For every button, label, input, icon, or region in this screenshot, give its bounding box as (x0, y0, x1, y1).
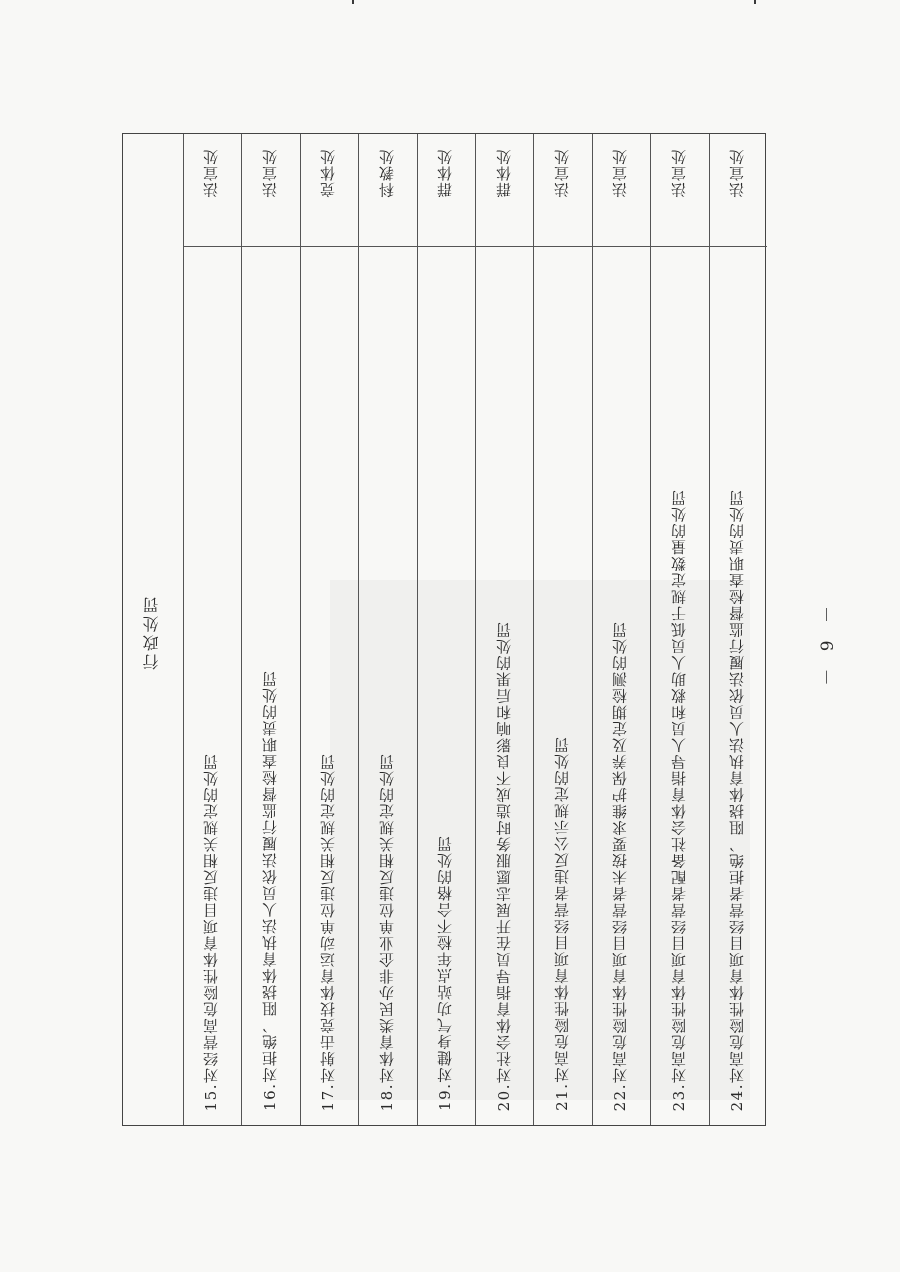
row-item-text: 19.对健身气功站点年检不合格的处罚 (436, 835, 455, 1111)
table-row (241, 134, 299, 1125)
page-number: － 9 － (818, 600, 838, 686)
row-item-text: 23.对高危险性体育项目经营者配备社会体育指导人员和救助人员低于规定数量的处罚 (669, 488, 688, 1111)
row-department: 科教处 (377, 148, 396, 198)
row-department: 竞体处 (319, 148, 338, 198)
penalty-table (122, 133, 766, 1126)
table-row (358, 134, 416, 1125)
row-department: 群体处 (494, 148, 513, 198)
table-row (592, 134, 650, 1125)
row-department: 法宣处 (553, 148, 572, 198)
category-label: 行政处罚 (142, 593, 161, 670)
table-row (533, 134, 591, 1125)
row-item-text: 21.对高危险性体育项目经营者违反公示规定的处罚 (553, 736, 572, 1111)
row-divider (710, 246, 767, 247)
row-divider (242, 246, 299, 247)
table-row (300, 134, 358, 1125)
row-department: 法宣处 (261, 148, 280, 198)
table-row (650, 134, 708, 1125)
table-row (183, 134, 241, 1125)
row-divider (534, 246, 591, 247)
table-row (417, 134, 475, 1125)
row-divider (359, 246, 416, 247)
row-department: 群体处 (436, 148, 455, 198)
row-divider (418, 246, 475, 247)
table-row (709, 134, 767, 1125)
row-department: 法宣处 (202, 148, 221, 198)
scan-mark-left (352, 0, 354, 4)
row-item-text: 24.对高危险性体育项目经营者拒绝、阻挠体育执法人员依法履行监督检查职责的处罚 (728, 488, 747, 1111)
category-cell (123, 134, 184, 1125)
row-divider (301, 246, 358, 247)
row-department: 法宣处 (728, 148, 747, 198)
row-divider (183, 246, 241, 247)
row-divider (476, 246, 533, 247)
scan-mark-right (754, 0, 756, 4)
row-department: 法宣处 (611, 148, 630, 198)
row-item-text: 17.对射击竞技体育运动单位违反相关规定的处罚 (319, 752, 338, 1111)
row-item-text: 16.对拒绝、阻挠体育执法人员依法履行监督检查职责的处罚 (261, 670, 280, 1111)
row-divider (651, 246, 708, 247)
row-divider (593, 246, 650, 247)
row-item-text: 20.对社会体育指导员在开展志愿服务时造成不良影响和后果的处罚 (494, 620, 513, 1111)
row-item-text: 18.对体育类民办非企业单位违反相关规定的处罚 (377, 752, 396, 1111)
row-item-text: 22.对高危险性体育项目经营者未按要求维护保养及定期检测的处罚 (611, 620, 630, 1111)
table-rows (183, 134, 765, 1125)
row-item-text: 15.对经营高危险性体育项目违反相关规定的处罚 (202, 752, 221, 1111)
row-department: 法宣处 (669, 148, 688, 198)
table-row (475, 134, 533, 1125)
